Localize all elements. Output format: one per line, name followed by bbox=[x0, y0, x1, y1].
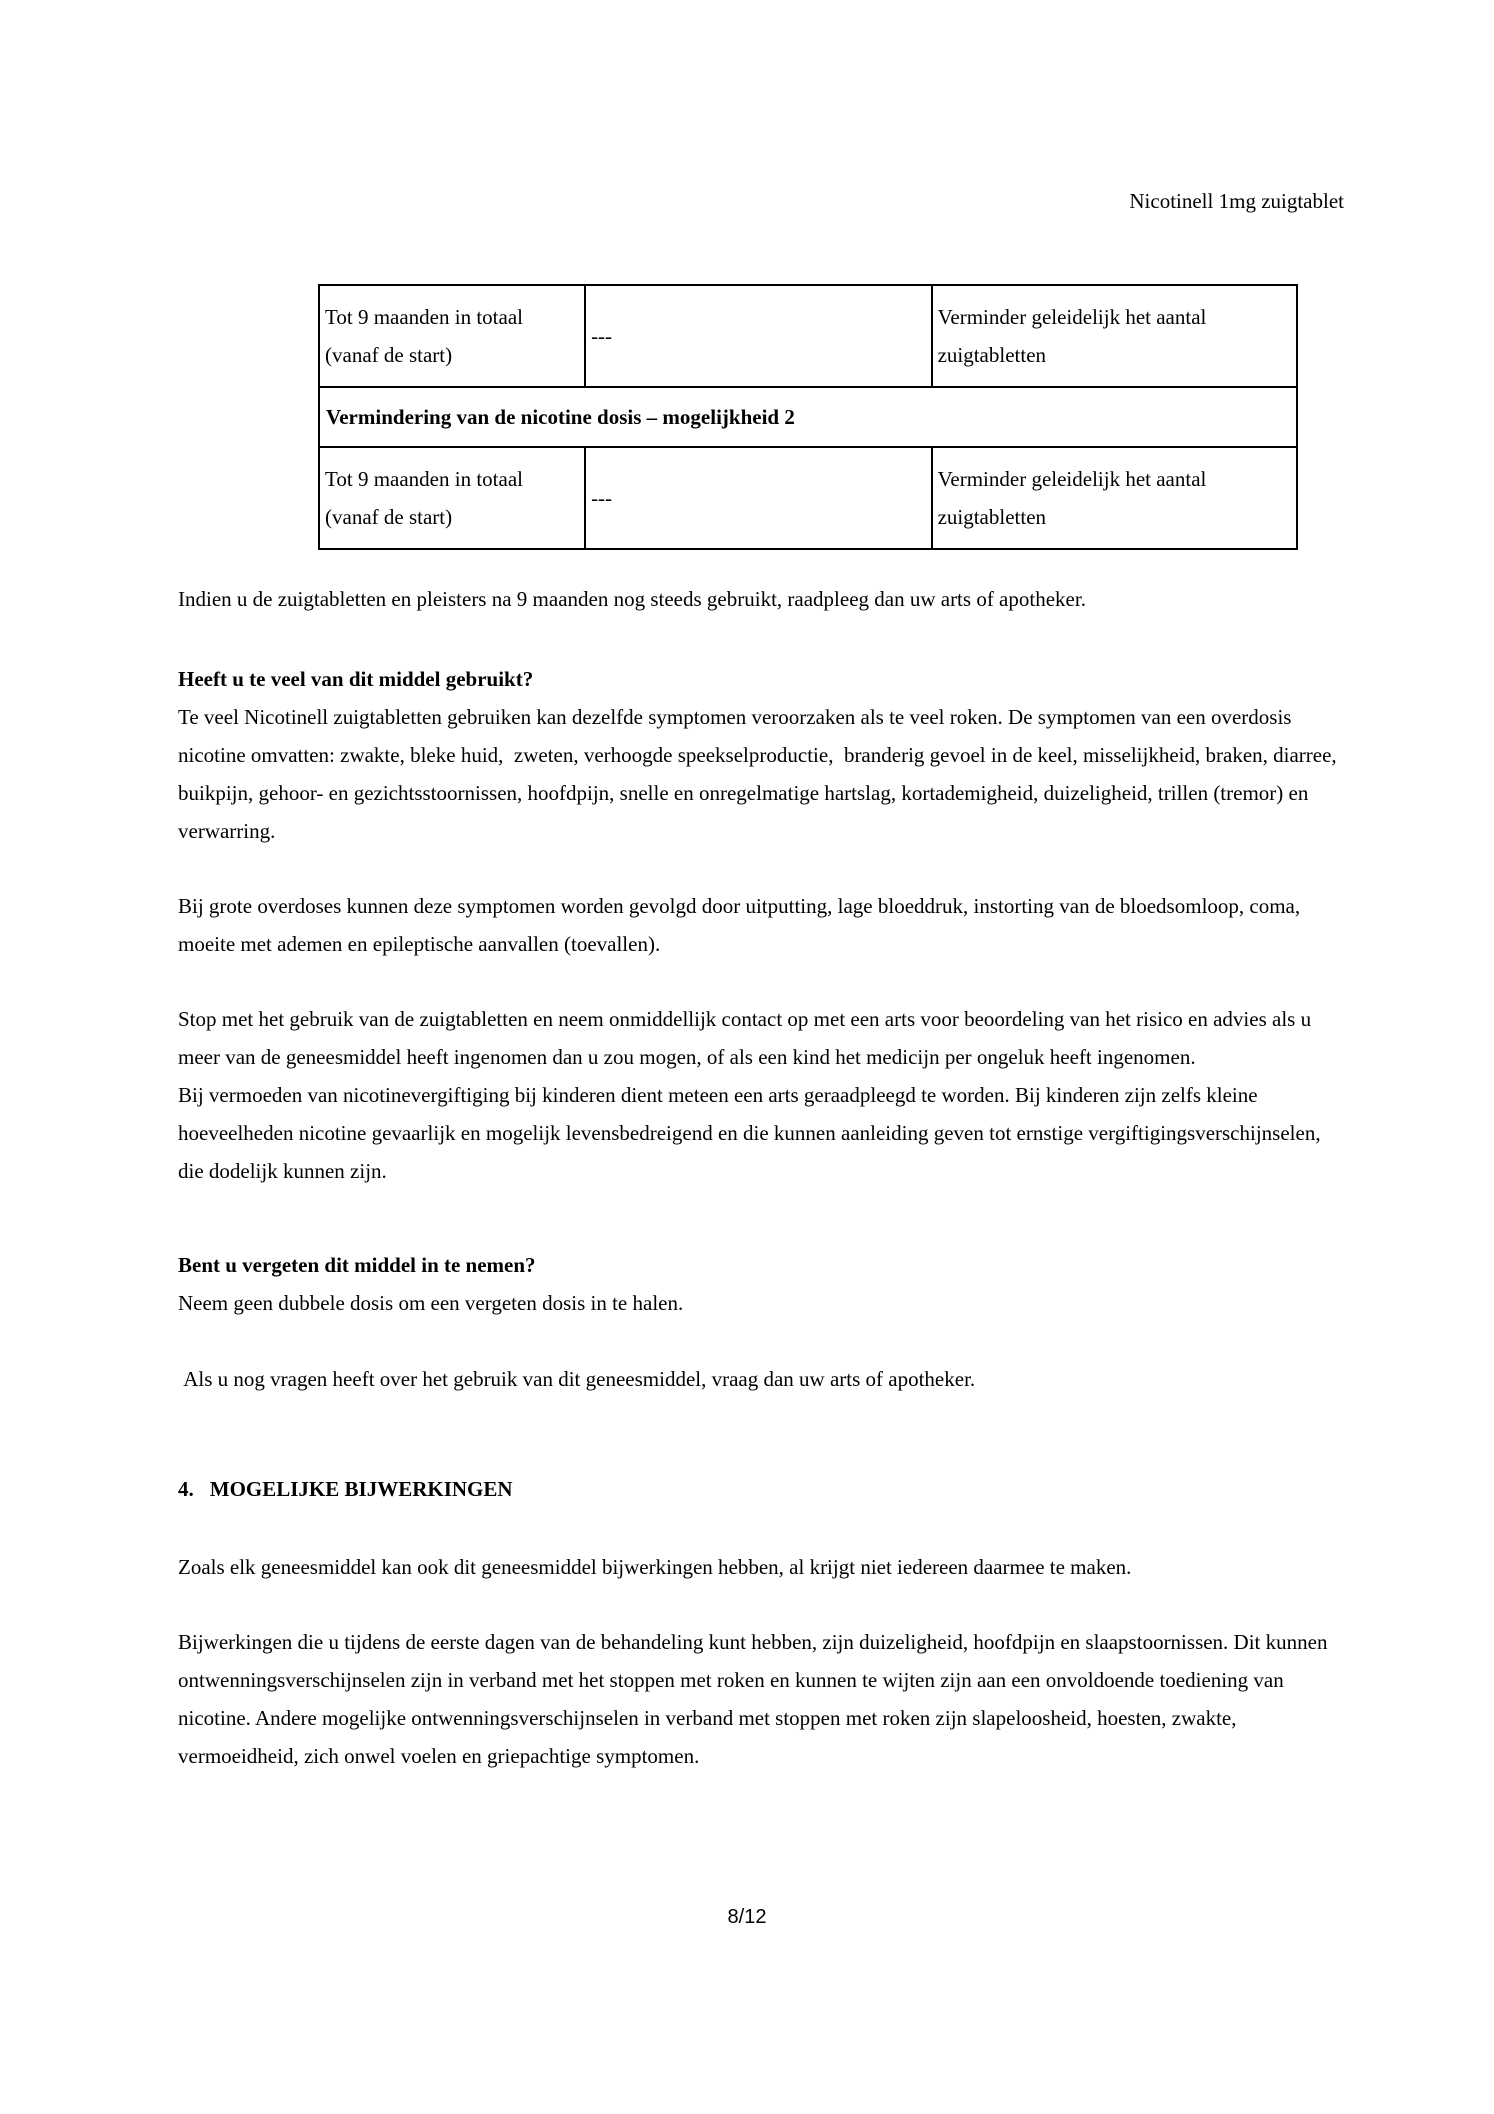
paragraph-no-double-dose: Neem geen dubbele dosis om een vergeten dosis in te halen. bbox=[178, 1291, 684, 1315]
paragraph-overdose-symptoms: Te veel Nicotinell zuigtabletten gebruiken kan dezelfde symptomen veroorzaken als te veel roken. De symptomen van een overdosis nicotine omvatten: zwakte, bleke huid, zweten, verhoogde speekselproductie, branderig gevoel in de keel, misselijkheid, braken, diarree, buikpijn, gehoor- en gezichtsstoornissen, hoofdpijn, snelle en onregelmatige hartslag, kortademigheid, duizeligheid, trillen (tremor) en verwarring. bbox=[178, 705, 1342, 843]
table-cell-instruction: Verminder geleidelijk het aantal zuigtabletten bbox=[932, 285, 1297, 387]
heading-overdose: Heeft u te veel van dit middel gebruikt? bbox=[178, 667, 534, 691]
paragraph-large-overdose: Bij grote overdoses kunnen deze symptomen worden gevolgd door uitputting, lage bloeddruk, instorting van de bloedsomloop, coma, moeite met ademen en epileptische aanvallen (toevallen). bbox=[178, 894, 1306, 956]
page-header-title: Nicotinell 1mg zuigtablet bbox=[1129, 189, 1344, 213]
paragraph-stop-use: Stop met het gebruik van de zuigtabletten en neem onmiddellijk contact op met een arts voor beoordeling van het risico en advies als u meer van de geneesmiddel heeft ingenomen dan u zou mogen, of als een kind het medicijn per ongeluk heeft ingenomen. bbox=[178, 1007, 1317, 1069]
table-cell-instruction: Verminder geleidelijk het aantal zuigtabletten bbox=[932, 447, 1297, 549]
table-cell-dose: --- bbox=[585, 447, 932, 549]
document-body bbox=[178, 580, 1344, 1775]
page-number: 8/12 bbox=[727, 1906, 767, 1928]
table-cell-period: Tot 9 maanden in totaal (vanaf de start) bbox=[319, 285, 585, 387]
table-row bbox=[319, 285, 1297, 387]
table-cell-dose: --- bbox=[585, 285, 932, 387]
paragraph-children-poisoning: Bij vermoeden van nicotinevergiftiging bij kinderen dient meteen een arts geraadpleegd te worden. Bij kinderen zijn zelfs kleine hoeveelheden nicotine gevaarlijk en mogelijk levensbedreigend en die kunnen aanleiding geven tot ernstige vergiftigingsverschijnselen, die dodelijk kunnen zijn. bbox=[178, 1083, 1326, 1183]
paragraph-side-effects-intro: Zoals elk geneesmiddel kan ook dit geneesmiddel bijwerkingen hebben, al krijgt niet iedereen daarmee te maken. bbox=[178, 1555, 1132, 1579]
table-section-header-row bbox=[319, 387, 1297, 447]
table-cell-period: Tot 9 maanden in totaal (vanaf de start) bbox=[319, 447, 585, 549]
table-section-header: Vermindering van de nicotine dosis – mogelijkheid 2 bbox=[319, 387, 1297, 447]
paragraph-consult-after-9-months: Indien u de zuigtabletten en pleisters na 9 maanden nog steeds gebruikt, raadpleeg dan uw arts of apotheker. bbox=[178, 587, 1086, 611]
table-row bbox=[319, 447, 1297, 549]
section-4-number: 4. bbox=[178, 1477, 194, 1501]
heading-section-4 bbox=[178, 1470, 1344, 1508]
section-4-title: MOGELIJKE BIJWERKINGEN bbox=[209, 1477, 513, 1501]
heading-forgotten-dose: Bent u vergeten dit middel in te nemen? bbox=[178, 1253, 536, 1277]
dosage-reduction-table bbox=[318, 284, 1298, 550]
paragraph-side-effects-withdrawal: Bijwerkingen die u tijdens de eerste dagen van de behandeling kunt hebben, zijn duizeligheid, hoofdpijn en slaapstoornissen. Dit kunnen ontwenningsverschijnselen zijn in verband met het stoppen met roken en kunnen te wijten zijn aan een onvoldoende toediening van nicotine. Andere mogelijke ontwenningsverschijnselen in verband met stoppen met roken zijn slapeloosheid, hoesten, zwakte, vermoeidheid, zich onwel voelen en griepachtige symptomen. bbox=[178, 1630, 1333, 1768]
paragraph-questions: Als u nog vragen heeft over het gebruik van dit geneesmiddel, vraag dan uw arts of apotheker. bbox=[178, 1367, 976, 1391]
